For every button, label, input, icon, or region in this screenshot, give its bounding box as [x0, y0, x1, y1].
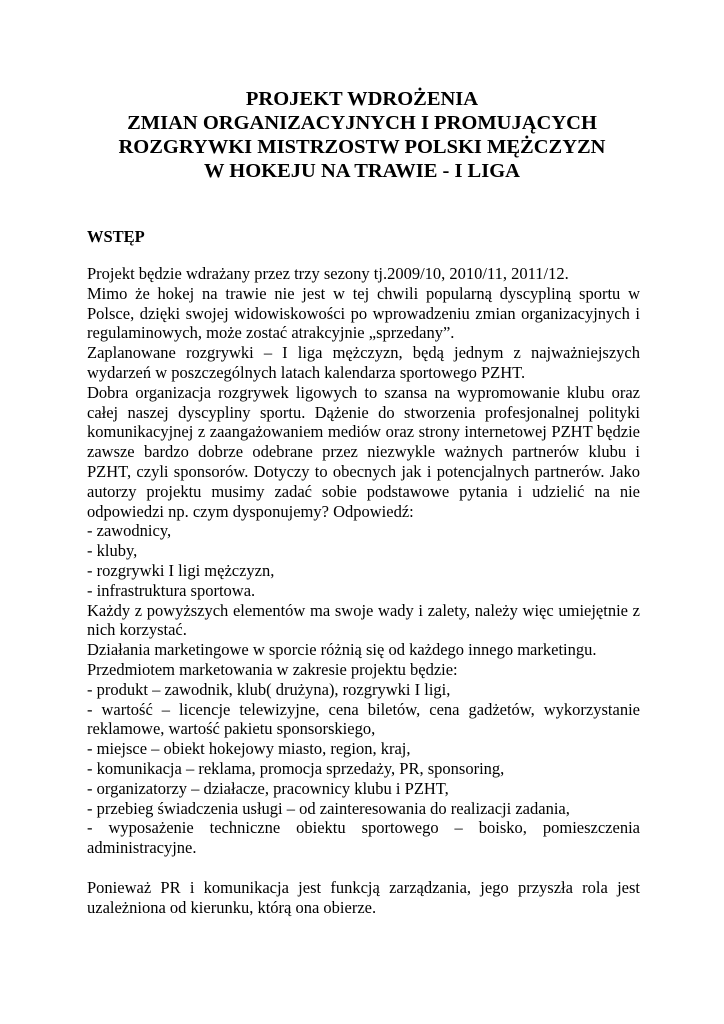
paragraph-popularity: Mimo że hokej na trawie nie jest w tej chwili popularną dyscypliną sportu w Polsce, dzięki swojej widowiskowości po wprowadzeniu zmian organizacyjnych i regulaminowych, może zostać atrakcyjnie „sprzedany”. — [87, 283, 640, 343]
title-line: PROJEKT WDROŻENIA — [245, 88, 479, 110]
paragraph-league: Zaplanowane rozgrywki – I liga mężczyzn, będą jednym z najważniejszych wydarzeń w poszczególnych latach kalendarza sportowego PZHT. — [87, 343, 640, 382]
list-item: - zawodnicy, — [87, 521, 172, 541]
paragraph-elements: Każdy z powyższych elementów ma swoje wady i zalety, należy więc umiejętnie z nich korzystać. — [87, 600, 640, 640]
list-item: - kluby, — [87, 541, 138, 561]
paragraph-closing: Ponieważ PR i komunikacja jest funkcją zarządzania, jego przyszła rola jest uzależniona od kierunku, którą ona obierze. — [87, 877, 640, 917]
paragraph-seasons: Projekt będzie wdrażany przez trzy sezony tj.2009/10, 2010/11, 2011/12. — [87, 264, 569, 283]
list-item: - infrastruktura sportowa. — [87, 580, 256, 600]
paragraph-spacer — [87, 858, 640, 878]
list-item: - przebieg świadczenia usługi – od zainteresowania do realizacji zadania, — [87, 798, 570, 818]
title-line: W HOKEJU NA TRAWIE - I LIGA — [204, 160, 520, 182]
paragraph-subject: Przedmiotem marketowania w zakresie projektu będzie: — [87, 659, 458, 679]
paragraph-organization: Dobra organizacja rozgrywek ligowych to szansa na wypromowanie klubu oraz całej naszej dyscypliny sportu. Dążenie do stworzenia profesjonalnej polityki komunikacyjnej z zaangażowaniem mediów oraz strony internetowej PZHT będzie zawsze bardzo dobrze odebrane przez niezwykle ważnych partnerów klubu i PZHT, czyli sponsorów. Dotyczy to obecnych jak i potencjalnych partnerów. Jako autorzy projektu musimy zadać sobie podstawowe pytania i udzielić na nie odpowiedzi np. czym dysponujemy? Odpowiedź: — [87, 382, 640, 521]
list-item: - komunikacja – reklama, promocja sprzedaży, PR, sponsoring, — [87, 758, 505, 778]
document-body — [87, 264, 640, 917]
list-item: - wyposażenie techniczne obiektu sportowego – boisko, pomieszczenia administracyjne. — [87, 818, 640, 858]
list-item: - produkt – zawodnik, klub( drużyna), rozgrywki I ligi, — [87, 679, 451, 699]
list-item: - wartość – licencje telewizyjne, cena biletów, cena gadżetów, wykorzystanie reklamowe, wartość pakietu sponsorskiego, — [87, 699, 640, 739]
section-heading-intro: WSTĘP — [87, 227, 145, 246]
title-line: ROZGRYWKI MISTRZOSTW POLSKI MĘŻCZYZN — [118, 136, 606, 158]
list-item: - organizatorzy – działacze, pracownicy klubu i PZHT, — [87, 778, 449, 798]
document-title — [80, 87, 644, 183]
list-item: - miejsce – obiekt hokejowy miasto, region, kraj, — [87, 739, 411, 759]
list-item: - rozgrywki I ligi mężczyzn, — [87, 560, 275, 580]
paragraph-marketing: Działania marketingowe w sporcie różnią się od każdego innego marketingu. — [87, 640, 597, 660]
title-line: ZMIAN ORGANIZACYJNYCH I PROMUJĄCYCH — [127, 112, 597, 134]
